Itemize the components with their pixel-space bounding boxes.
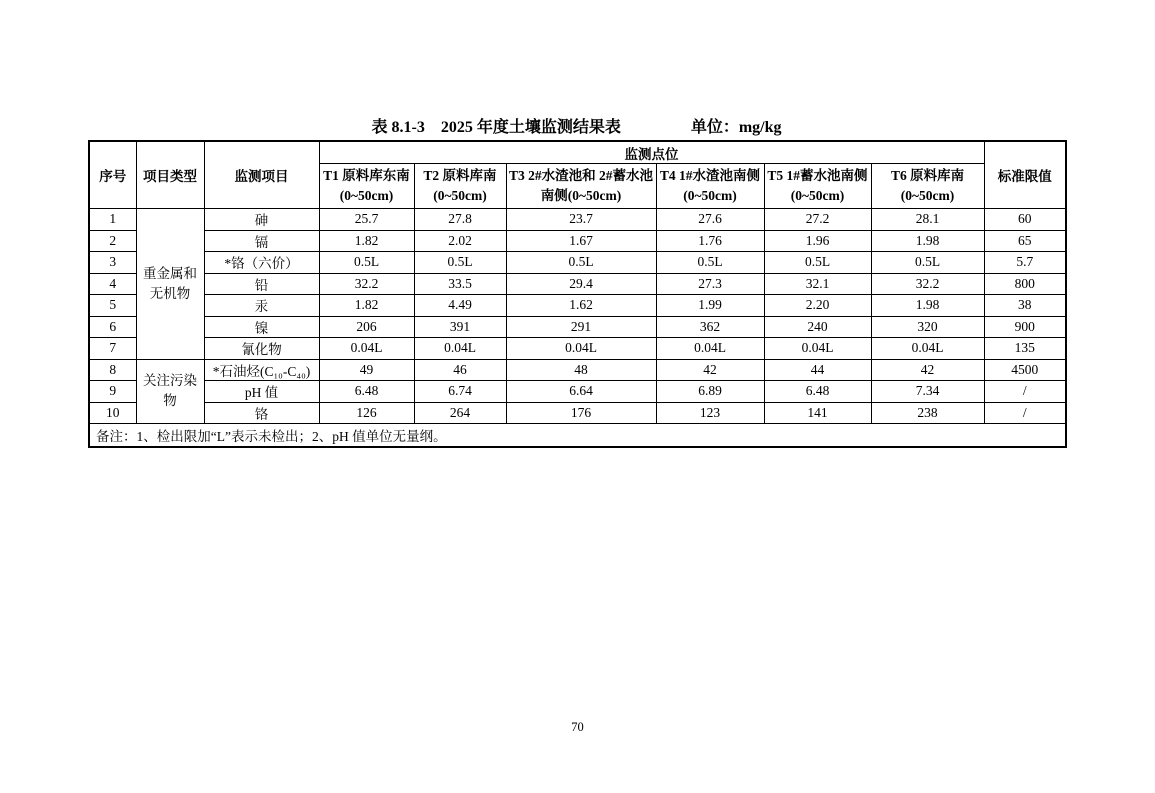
value-cell: 2.20	[764, 295, 871, 317]
value-cell: 32.2	[319, 273, 414, 295]
value-cell: 7.34	[871, 381, 984, 403]
value-cell: 0.04L	[764, 338, 871, 360]
value-cell: 1.98	[871, 295, 984, 317]
value-cell: 126	[319, 402, 414, 424]
table-row	[89, 230, 1066, 252]
value-cell: 0.5L	[764, 252, 871, 274]
header-point-t5: T5 1#蓄水池南侧(0~50cm)	[764, 164, 871, 209]
limit-cell: 60	[984, 209, 1066, 231]
limit-cell: 5.7	[984, 252, 1066, 274]
value-cell: 23.7	[506, 209, 656, 231]
table-row	[89, 273, 1066, 295]
header-point-t4: T4 1#水渣池南侧(0~50cm)	[656, 164, 764, 209]
table-title: 表 8.1-3 2025 年度土壤监测结果表	[371, 119, 621, 136]
header-category: 项目类型	[136, 141, 204, 209]
value-cell: 27.3	[656, 273, 764, 295]
value-cell: 391	[414, 316, 506, 338]
header-item: 监测项目	[204, 141, 319, 209]
value-cell: 1.76	[656, 230, 764, 252]
value-cell: 362	[656, 316, 764, 338]
item-cell: 汞	[204, 295, 319, 317]
value-cell: 49	[319, 359, 414, 381]
header-seq: 序号	[89, 141, 136, 209]
value-cell: 0.5L	[319, 252, 414, 274]
value-cell: 32.1	[764, 273, 871, 295]
table-row	[89, 338, 1066, 360]
soil-monitoring-table	[88, 140, 1067, 448]
table-row	[89, 381, 1066, 403]
value-cell: 1.82	[319, 295, 414, 317]
limit-cell: 38	[984, 295, 1066, 317]
table-title-row	[88, 114, 1065, 137]
value-cell: 44	[764, 359, 871, 381]
limit-cell: /	[984, 381, 1066, 403]
value-cell: 0.04L	[506, 338, 656, 360]
item-cell: 铬	[204, 402, 319, 424]
table-row	[89, 295, 1066, 317]
table-row	[89, 402, 1066, 424]
limit-cell: /	[984, 402, 1066, 424]
value-cell: 1.67	[506, 230, 656, 252]
note-cell: 备注：1、检出限加“L”表示未检出；2、pH 值单位无量纲。	[89, 424, 1066, 448]
category-cell-heavy-metals: 重金属和无机物	[136, 209, 204, 360]
item-cell: 镍	[204, 316, 319, 338]
value-cell: 48	[506, 359, 656, 381]
value-cell: 0.04L	[871, 338, 984, 360]
value-cell: 6.48	[764, 381, 871, 403]
value-cell: 29.4	[506, 273, 656, 295]
value-cell: 320	[871, 316, 984, 338]
value-cell: 2.02	[414, 230, 506, 252]
header-point-t6: T6 原料库南(0~50cm)	[871, 164, 984, 209]
value-cell: 176	[506, 402, 656, 424]
value-cell: 27.6	[656, 209, 764, 231]
seq-cell: 9	[89, 381, 136, 403]
value-cell: 27.8	[414, 209, 506, 231]
value-cell: 1.96	[764, 230, 871, 252]
header-point-t1: T1 原料库东南(0~50cm)	[319, 164, 414, 209]
header-limit: 标准限值	[984, 141, 1066, 209]
item-cell: 砷	[204, 209, 319, 231]
value-cell: 27.2	[764, 209, 871, 231]
value-cell: 6.74	[414, 381, 506, 403]
value-cell: 240	[764, 316, 871, 338]
value-cell: 0.04L	[414, 338, 506, 360]
value-cell: 1.99	[656, 295, 764, 317]
value-cell: 141	[764, 402, 871, 424]
seq-cell: 2	[89, 230, 136, 252]
category-cell-pollutants-of-concern: 关注污染物	[136, 359, 204, 424]
table-row	[89, 316, 1066, 338]
item-cell: *铬（六价）	[204, 252, 319, 274]
item-cell: pH 值	[204, 381, 319, 403]
unit-label: 单位：mg/kg	[690, 119, 782, 136]
value-cell: 25.7	[319, 209, 414, 231]
value-cell: 28.1	[871, 209, 984, 231]
value-cell: 0.5L	[656, 252, 764, 274]
value-cell: 6.89	[656, 381, 764, 403]
value-cell: 4.49	[414, 295, 506, 317]
value-cell: 238	[871, 402, 984, 424]
value-cell: 264	[414, 402, 506, 424]
value-cell: 1.82	[319, 230, 414, 252]
value-cell: 33.5	[414, 273, 506, 295]
seq-cell: 8	[89, 359, 136, 381]
value-cell: 42	[871, 359, 984, 381]
value-cell: 0.04L	[319, 338, 414, 360]
value-cell: 46	[414, 359, 506, 381]
page-number: 70	[571, 720, 584, 734]
table-row	[89, 209, 1066, 231]
limit-cell: 900	[984, 316, 1066, 338]
header-row-group	[89, 141, 1066, 164]
header-point-t3: T3 2#水渣池和 2#蓄水池南侧(0~50cm)	[506, 164, 656, 209]
value-cell: 206	[319, 316, 414, 338]
header-points-group: 监测点位	[319, 141, 984, 164]
value-cell: 6.48	[319, 381, 414, 403]
item-cell: 铅	[204, 273, 319, 295]
limit-cell: 800	[984, 273, 1066, 295]
seq-cell: 3	[89, 252, 136, 274]
value-cell: 123	[656, 402, 764, 424]
seq-cell: 4	[89, 273, 136, 295]
item-cell: 氰化物	[204, 338, 319, 360]
value-cell: 0.04L	[656, 338, 764, 360]
header-point-t2: T2 原料库南(0~50cm)	[414, 164, 506, 209]
note-row	[89, 424, 1066, 448]
value-cell: 42	[656, 359, 764, 381]
seq-cell: 1	[89, 209, 136, 231]
limit-cell: 65	[984, 230, 1066, 252]
value-cell: 291	[506, 316, 656, 338]
seq-cell: 7	[89, 338, 136, 360]
limit-cell: 135	[984, 338, 1066, 360]
value-cell: 0.5L	[414, 252, 506, 274]
value-cell: 0.5L	[871, 252, 984, 274]
seq-cell: 10	[89, 402, 136, 424]
item-cell: *石油烃(C₁₀-C₄₀)	[204, 359, 319, 381]
table-row	[89, 252, 1066, 274]
item-cell: 镉	[204, 230, 319, 252]
value-cell: 32.2	[871, 273, 984, 295]
seq-cell: 6	[89, 316, 136, 338]
limit-cell: 4500	[984, 359, 1066, 381]
value-cell: 1.62	[506, 295, 656, 317]
table-row	[89, 359, 1066, 381]
value-cell: 1.98	[871, 230, 984, 252]
value-cell: 6.64	[506, 381, 656, 403]
seq-cell: 5	[89, 295, 136, 317]
value-cell: 0.5L	[506, 252, 656, 274]
